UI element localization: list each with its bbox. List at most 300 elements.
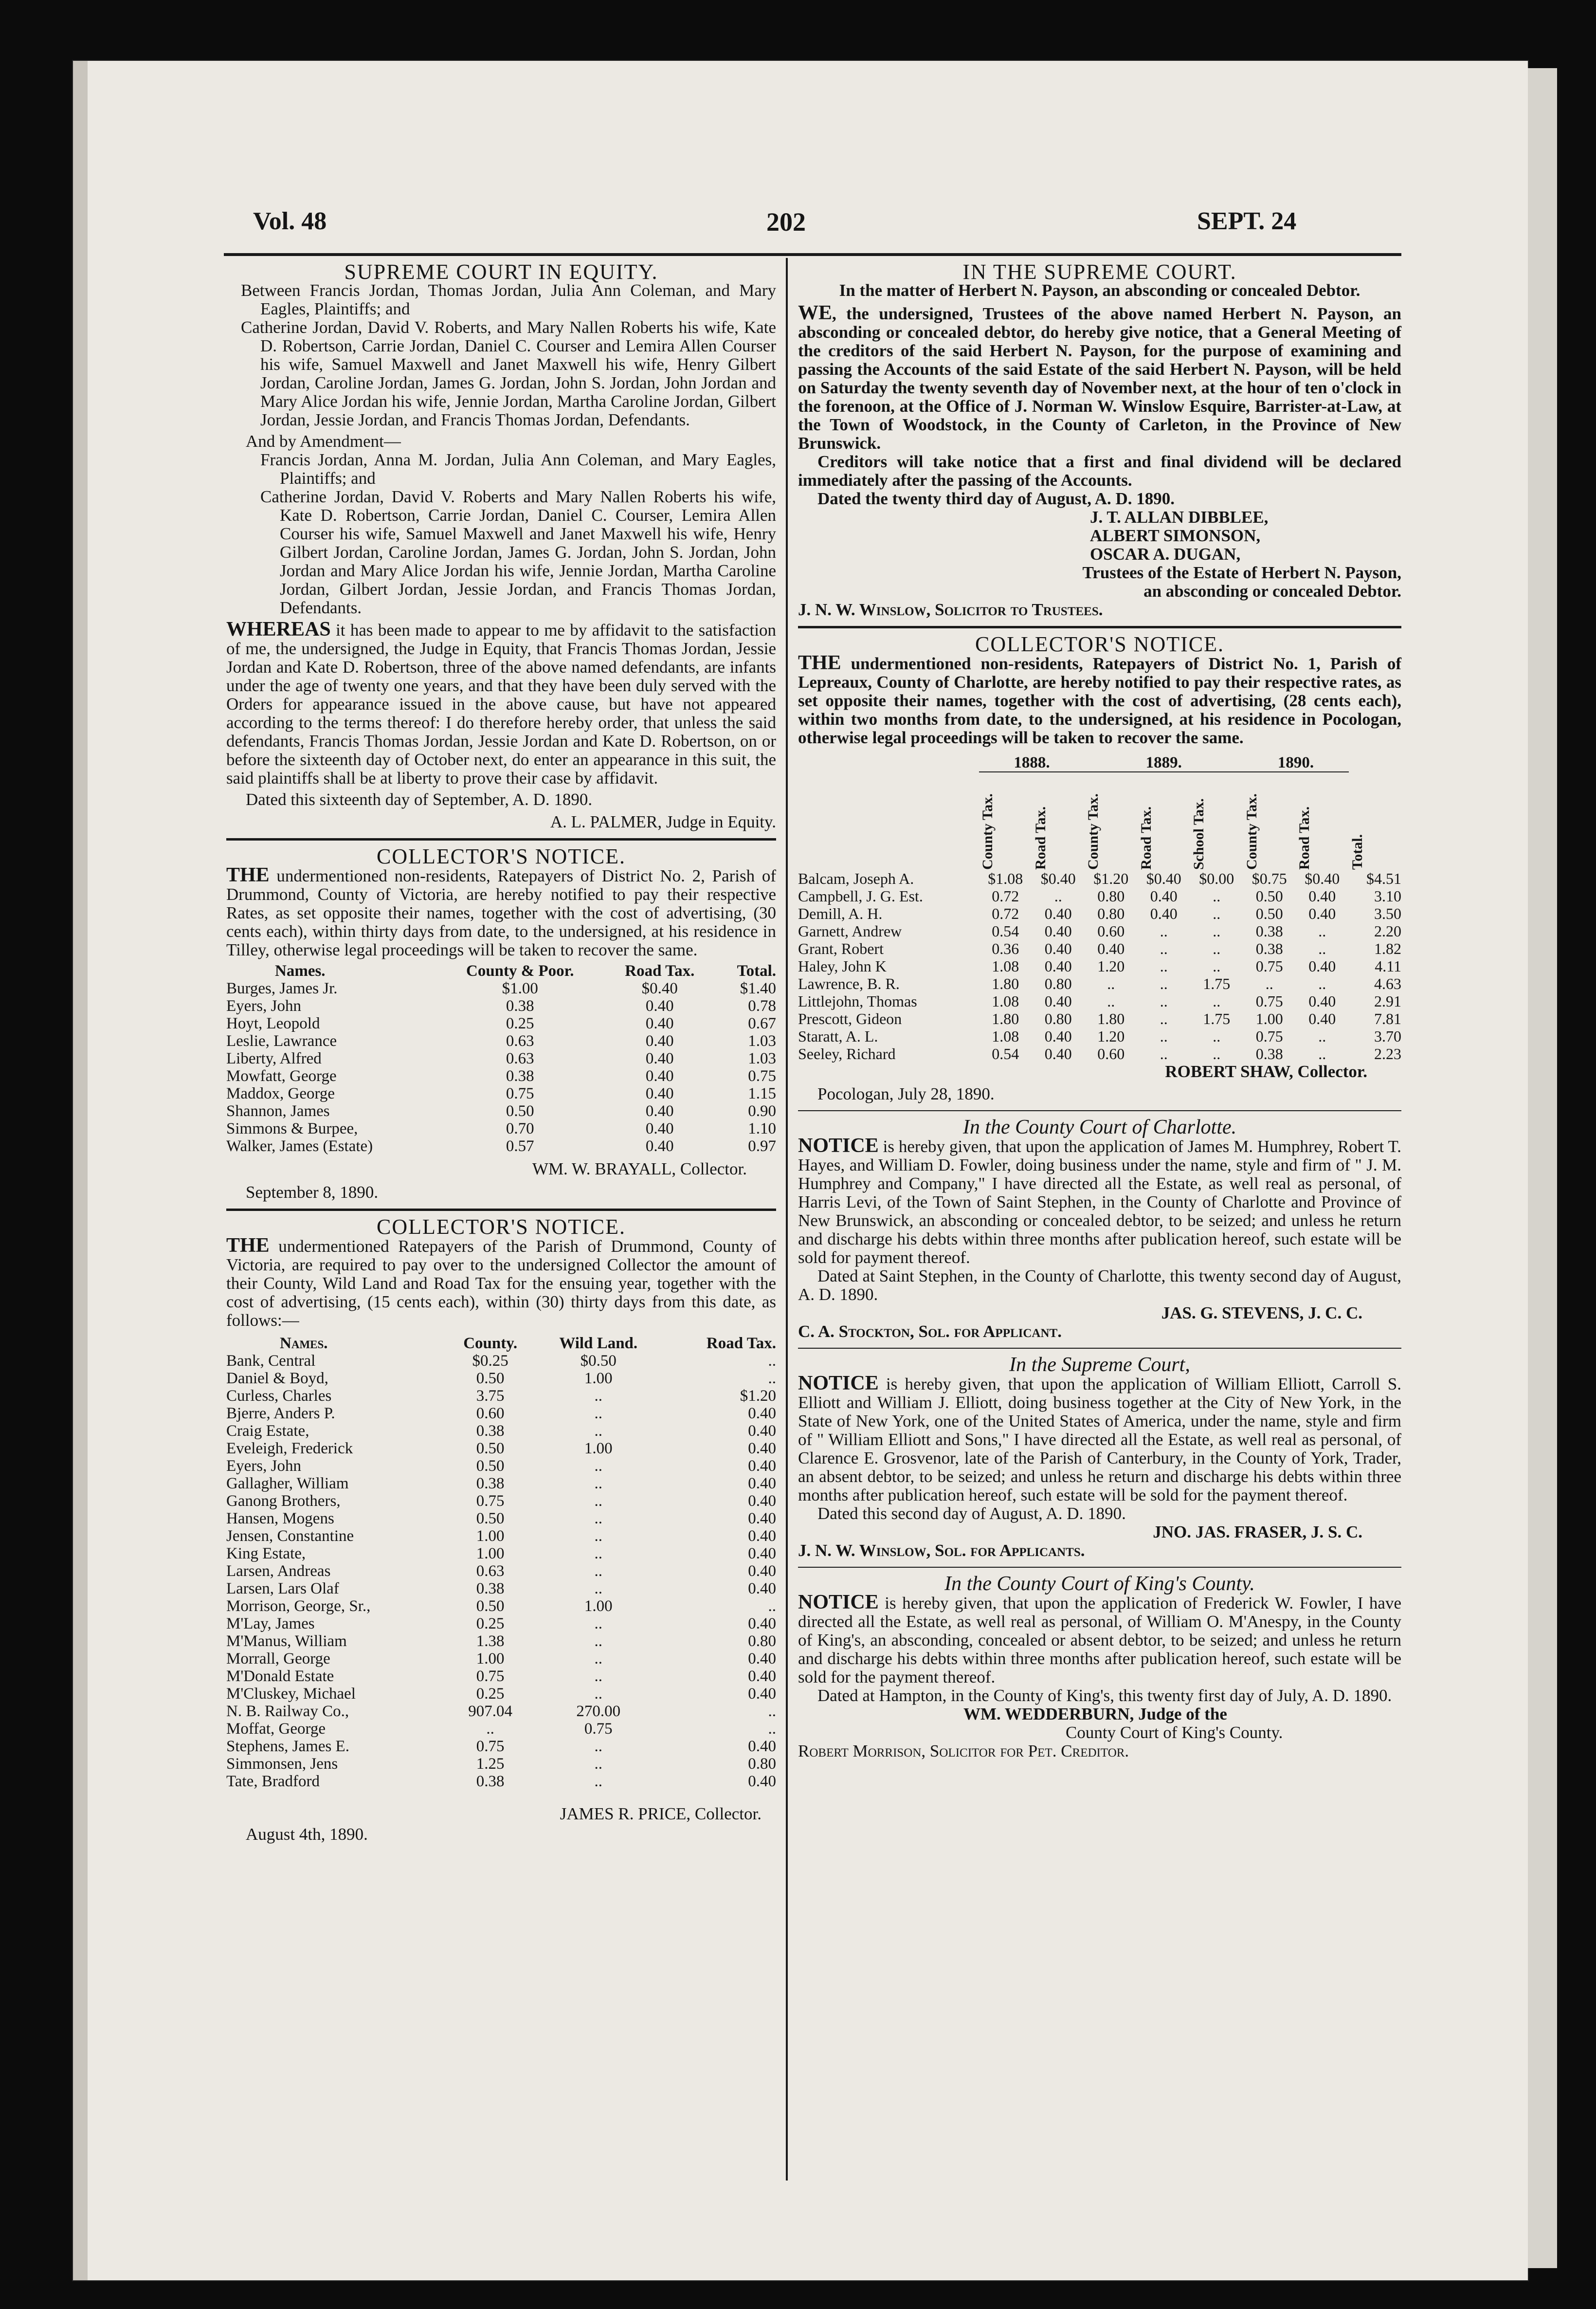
table-row (226, 1370, 776, 1387)
table-cell: Staratt, A. L. (798, 1027, 878, 1045)
lepreaux-text (798, 654, 1401, 747)
separator (798, 1110, 1401, 1111)
table-row (226, 1773, 776, 1790)
table-cell: 0.90 (748, 1102, 776, 1120)
year-header: 1889. (1085, 754, 1243, 772)
table-cell: 0.80 (1097, 887, 1125, 905)
table-cell: 0.40 (748, 1650, 776, 1668)
table-cell: 1.15 (748, 1085, 776, 1102)
table-cell: 0.67 (748, 1015, 776, 1032)
lepreaux-notice (798, 632, 1401, 1103)
table-cell: .. (1318, 922, 1326, 940)
table-cell: $0.50 (580, 1352, 617, 1370)
elliott-notice (798, 1356, 1401, 1560)
table-cell: Balcam, Joseph A. (798, 870, 914, 887)
kings-text (798, 1593, 1401, 1686)
table-cell: .. (1054, 887, 1062, 905)
elliott-body: is hereby given, that upon the application of William Elliott, Carroll S. Elliott and William J. Elliott, doing business together at the City of New York, in the State of New York, one of the United States of America, under the name, style and firm of " William Elliott and Sons," I have directed all the Estate, as well real as personal, of Clarence E. Grosvenor, late of the Parish of Canterbury, in the County of York, Trader, an absent debtor, to be seized; and unless he return and discharge his debts within three months after publication hereof, such estate will be sold for the payment thereof. (798, 1374, 1401, 1504)
table-cell: .. (594, 1650, 602, 1668)
table-cell: 0.50 (476, 1597, 505, 1615)
table-cell: 0.63 (506, 1032, 534, 1050)
equity-title: SUPREME COURT IN EQUITY. (344, 260, 658, 284)
lepreaux-lead: THE (798, 652, 841, 674)
table-cell: .. (1107, 992, 1115, 1010)
payson-trustee-1: J. T. ALLAN DIBBLEE, (1090, 508, 1269, 527)
table-cell: .. (1160, 1027, 1168, 1045)
table-cell: $1.20 (740, 1387, 776, 1405)
table-row (226, 997, 776, 1015)
table-cell: .. (594, 1510, 602, 1527)
table-cell: 0.38 (476, 1580, 505, 1597)
table-cell: 4.63 (1374, 975, 1401, 992)
lepreaux-table (798, 754, 1401, 1063)
table-cell: M'Donald Estate (226, 1668, 334, 1685)
table-cell: 0.40 (748, 1668, 776, 1685)
table-cell: 0.72 (992, 887, 1019, 905)
table-cell: 0.40 (748, 1492, 776, 1510)
table-cell: 0.40 (748, 1580, 776, 1597)
table-cell: 0.63 (506, 1050, 534, 1067)
table-cell: 0.38 (1255, 922, 1283, 940)
table-cell: 0.40 (1150, 887, 1178, 905)
table-cell: 0.54 (992, 1045, 1019, 1063)
elliott-signed: JNO. JAS. FRASER, J. S. C. (1153, 1522, 1362, 1541)
drummond1-lead: THE (226, 864, 270, 886)
charlotte-body: is hereby given, that upon the application of James M. Humphrey, Robert T. Hayes, and William D. Fowler, doing business under the name, style and firm of " J. M. Humphrey and Company," I have directed all the Estate, as well real as personal, of Harris Levi, of the Town of Saint Stephen, in the County of Charlotte and Province of New Brunswick, an absconding or concealed debtor, to be seized; and unless he return and discharge his debts within three months after publication hereof, such estate will be sold for payment thereof. (798, 1137, 1401, 1267)
table-cell: .. (594, 1475, 602, 1492)
table-cell: 0.80 (1044, 975, 1072, 992)
equity-amend-plaintiffs: Francis Jordan, Anna M. Jordan, Julia Ann Coleman, and Mary Eagles, Plaintiffs; and (260, 450, 776, 488)
table-cell: .. (1160, 1045, 1168, 1063)
year-header: 1888. (979, 754, 1085, 772)
table-cell: .. (594, 1632, 602, 1650)
table-cell: 1.08 (992, 957, 1019, 975)
table-cell: .. (1160, 1010, 1168, 1027)
table-cell: M'Cluskey, Michael (226, 1685, 356, 1703)
table-row (798, 975, 1401, 992)
table-cell: 0.40 (748, 1773, 776, 1790)
table-cell: Gallagher, William (226, 1475, 349, 1492)
header-rule (224, 253, 1401, 256)
table-cell: 1.80 (992, 975, 1019, 992)
table-cell: 0.50 (476, 1370, 505, 1387)
table-cell: .. (594, 1580, 602, 1597)
payson-creditors: Creditors will take notice that a first and final dividend will be declared immediately after the passing of the Accounts. (798, 452, 1401, 490)
table-cell: Jensen, Constantine (226, 1527, 354, 1545)
table-cell: Morrison, George, Sr., (226, 1597, 371, 1615)
equity-dated: Dated this sixteenth day of September, A. D. 1890. (246, 790, 593, 809)
drummond-notice-1 (226, 844, 776, 1202)
table-cell: Liberty, Alfred (226, 1050, 322, 1067)
table-cell: 0.75 (506, 1085, 534, 1102)
table-cell: 0.36 (992, 940, 1019, 957)
table-cell: 1.20 (1097, 1027, 1125, 1045)
table-cell: 0.38 (1255, 940, 1283, 957)
table-cell: 0.40 (645, 1085, 674, 1102)
table-row (226, 1703, 776, 1720)
column-header: County Tax. (1243, 793, 1260, 870)
table-cell: .. (1160, 975, 1168, 992)
table-cell: 3.75 (476, 1387, 505, 1405)
table-row (226, 1668, 776, 1685)
table-row (226, 1580, 776, 1597)
table-cell: Morrall, George (226, 1650, 330, 1668)
drummond1-text (226, 866, 776, 959)
table-cell: 1.25 (476, 1755, 505, 1773)
table-cell: .. (1160, 992, 1168, 1010)
table-cell: Bank, Central (226, 1352, 316, 1370)
table-cell: Hoyt, Leopold (226, 1015, 320, 1032)
table-cell: .. (594, 1562, 602, 1580)
table-cell: 0.40 (748, 1475, 776, 1492)
payson-trustees-of: Trustees of the Estate of Herbert N. Payson, (1082, 563, 1401, 582)
charlotte-title: In the County Court of Charlotte. (962, 1116, 1237, 1138)
table-row (226, 1562, 776, 1580)
table-cell: Haley, John K (798, 957, 887, 975)
table-cell: 0.75 (1255, 992, 1283, 1010)
separator (798, 1348, 1401, 1349)
table-row (226, 1597, 776, 1615)
table-cell: 1.10 (748, 1120, 776, 1137)
equity-between: Between Francis Jordan, Thomas Jordan, Julia Ann Coleman, and Mary Eagles, Plaintiffs; and (241, 281, 776, 318)
table-cell: Garnett, Andrew (798, 922, 902, 940)
table-cell: $0.40 (1040, 870, 1076, 887)
drummond-notice-2 (226, 1215, 776, 1844)
table-cell: .. (486, 1720, 494, 1738)
table-cell: .. (1318, 1045, 1326, 1063)
table-cell: 1.00 (584, 1370, 613, 1387)
table-cell: .. (1213, 992, 1221, 1010)
table-cell: Ganong Brothers, (226, 1492, 341, 1510)
table-cell: 0.75 (1255, 957, 1283, 975)
table-cell: .. (594, 1755, 602, 1773)
table-row (798, 922, 1401, 940)
table-cell: 0.63 (476, 1562, 505, 1580)
table-cell: 1.00 (476, 1650, 505, 1668)
drummond1-dated: September 8, 1890. (246, 1183, 379, 1202)
table-row (226, 1615, 776, 1632)
table-cell: 0.50 (1255, 905, 1283, 922)
table-cell: 0.40 (748, 1510, 776, 1527)
table-cell: 0.40 (748, 1685, 776, 1703)
issue-date: SEPT. 24 (1197, 207, 1297, 235)
payson-title: IN THE SUPREME COURT. (962, 260, 1237, 284)
table-row (226, 1632, 776, 1650)
table-cell: 0.40 (1308, 905, 1336, 922)
table-cell: 0.72 (992, 905, 1019, 922)
table-cell: 0.40 (1308, 887, 1336, 905)
table-cell: Craig Estate, (226, 1422, 309, 1440)
table-cell: 3.10 (1374, 887, 1401, 905)
table-cell: 0.60 (1097, 1045, 1125, 1063)
table-cell: Moffat, George (226, 1720, 326, 1738)
table-cell: 0.60 (1097, 922, 1125, 940)
table-cell: 0.80 (1097, 905, 1125, 922)
table-cell: 1.80 (1097, 1010, 1125, 1027)
payson-lead: WE (798, 302, 833, 324)
table-row (226, 1352, 776, 1370)
table-row (226, 1685, 776, 1703)
equity-defendants: Catherine Jordan, David V. Roberts, and Mary Nallen Roberts his wife, Kate D. Robertson, Carrie Jordan, Daniel C. Courser and Lemira Allen Courser his wife, Samuel Maxwell and Janet Maxwell his wife, Henry Gilbert Jordan, Caroline Jordan, James G. Jordan, John S. Jordan, John Jordan and Mary Alice Jordan his wife, Jennie Jordan, Martha Caroline Jordan, Gilbert Jordan, Jessie Jordan, and Francis Thomas Jordan, Defendants. (241, 318, 776, 429)
table-cell: 0.25 (476, 1615, 505, 1632)
table-cell: .. (1318, 1027, 1326, 1045)
table-cell: 0.40 (1044, 905, 1072, 922)
table-cell: M'Lay, James (226, 1615, 315, 1632)
table-cell: 0.40 (645, 1015, 674, 1032)
table-cell: .. (1213, 1027, 1221, 1045)
table-cell: 0.40 (748, 1615, 776, 1632)
charlotte-solicitor: C. A. Stockton, Sol. for Applicant. (798, 1322, 1062, 1341)
table-cell: .. (594, 1457, 602, 1475)
table-cell: 0.40 (1044, 1045, 1072, 1063)
table-cell: .. (768, 1720, 776, 1738)
table-cell: 0.40 (1097, 940, 1125, 957)
table-row (226, 1527, 776, 1545)
table-cell: .. (1213, 887, 1221, 905)
payson-solicitor: J. N. W. Winslow, Solicitor to Trustees. (798, 600, 1103, 619)
table-cell: .. (594, 1615, 602, 1632)
column-header: Total. (1349, 834, 1365, 870)
table-cell: 0.38 (506, 997, 534, 1015)
table-cell: Burges, James Jr. (226, 980, 338, 997)
table-row (226, 1510, 776, 1527)
table-cell: $0.40 (641, 980, 678, 997)
table-cell: 1.38 (476, 1632, 505, 1650)
lepreaux-dated: Pocologan, July 28, 1890. (817, 1084, 995, 1103)
table-cell: 0.40 (748, 1738, 776, 1755)
separator (226, 838, 776, 841)
table-cell: .. (594, 1738, 602, 1755)
payson-matter: In the matter of Herbert N. Payson, an absconding or concealed Debtor. (839, 281, 1360, 300)
table-cell: $0.00 (1199, 870, 1234, 887)
column-header: Road Tax. (1138, 806, 1154, 870)
table-cell: 0.40 (1044, 922, 1072, 940)
table-cell: 0.40 (645, 997, 674, 1015)
drummond1-table (226, 962, 776, 1155)
table-cell: 0.75 (476, 1668, 505, 1685)
column-header: Road Tax. (1296, 806, 1312, 870)
charlotte-signed: JAS. G. STEVENS, J. C. C. (1161, 1303, 1362, 1322)
payson-body: , the undersigned, Trustees of the above named Herbert N. Payson, an absconding or concealed debtor, do hereby give notice, that a General Meeting of the creditors of the said Herbert N. Payson, for the purpose of examining and passing the Accounts of the said Estate of the said Herbert N. Payson, will be held on Saturday the twenty seventh day of November next, at the hour of ten o'clock in the forenoon, at the Office of J. Norman W. Winslow Esquire, Barrister-at-Law, at the Town of Woodstock, in the County of Carleton, in the Province of New Brunswick. (798, 304, 1401, 453)
table-row (226, 1492, 776, 1510)
table-cell: King Estate, (226, 1545, 306, 1562)
kings-signed-2: County Court of King's County. (1066, 1723, 1283, 1742)
drummond2-body: undermentioned Ratepayers of the Parish of Drummond, County of Victoria, are required to pay over to the undersigned Collector the amount of their County, Wild Land and Road Tax for the ensuing year, together with the cost of advertising, (15 cents each), within (30) thirty days from this date, as follows:— (226, 1237, 776, 1330)
drummond2-signed: JAMES R. PRICE, Collector. (560, 1804, 762, 1823)
table-row (226, 1032, 776, 1050)
volume-number: Vol. 48 (253, 207, 327, 235)
table-cell: $1.20 (1093, 870, 1129, 887)
equity-whereas-lead: WHEREAS (226, 618, 331, 641)
right-column (798, 260, 1401, 1760)
table-cell: Simmons & Burpee, (226, 1120, 358, 1137)
elliott-lead: NOTICE (798, 1372, 879, 1394)
table-cell: $1.08 (988, 870, 1023, 887)
table-cell: $0.25 (472, 1352, 508, 1370)
table-row (226, 1422, 776, 1440)
table-row (226, 1120, 776, 1137)
table-cell: 1.75 (1203, 975, 1231, 992)
table-cell: Shannon, James (226, 1102, 330, 1120)
table-cell: Demill, A. H. (798, 905, 883, 922)
table-cell: 0.25 (506, 1015, 534, 1032)
table-cell: 0.40 (748, 1457, 776, 1475)
table-cell: 0.40 (1044, 957, 1072, 975)
table-cell: Prescott, Gideon (798, 1010, 902, 1027)
table-cell: $0.75 (1251, 870, 1287, 887)
table-cell: 1.08 (992, 1027, 1019, 1045)
newspaper-page (73, 61, 1528, 2280)
table-cell: 1.82 (1374, 940, 1401, 957)
table-cell: 0.40 (1308, 992, 1336, 1010)
kings-solicitor: Robert Morrison, Solicitor for Pet. Creditor. (798, 1741, 1129, 1760)
table-cell: .. (1107, 975, 1115, 992)
table-cell: Curless, Charles (226, 1387, 332, 1405)
table-row (226, 1457, 776, 1475)
table-cell: .. (1213, 957, 1221, 975)
separator (798, 1567, 1401, 1568)
table-row (226, 1755, 776, 1773)
table-cell: 0.40 (1044, 992, 1072, 1010)
kings-notice (798, 1575, 1401, 1760)
table-cell: N. B. Railway Co., (226, 1703, 349, 1720)
table-row (226, 1405, 776, 1422)
table-cell: 0.40 (645, 1067, 674, 1085)
separator (226, 1209, 776, 1211)
drummond2-lead: THE (226, 1234, 270, 1257)
table-cell: 0.38 (1255, 1045, 1283, 1063)
table-cell: 0.60 (476, 1405, 505, 1422)
table-cell: 2.91 (1374, 992, 1401, 1010)
kings-signed-1: WM. WEDDERBURN, Judge of the (963, 1704, 1227, 1723)
table-header: Road Tax. (706, 1335, 776, 1352)
table-cell: 0.40 (645, 1050, 674, 1067)
table-cell: .. (1318, 940, 1326, 957)
table-cell: 0.70 (506, 1120, 534, 1137)
kings-dated: Dated at Hampton, in the County of King's, this twenty first day of July, A. D. 1890. (817, 1686, 1392, 1705)
page-edge (1528, 68, 1557, 2268)
equity-whereas (226, 620, 776, 788)
table-cell: Eyers, John (226, 1457, 301, 1475)
table-cell: .. (594, 1545, 602, 1562)
table-cell: 0.40 (1044, 1027, 1072, 1045)
table-cell: $1.00 (502, 980, 538, 997)
table-cell: Lawrence, B. R. (798, 975, 900, 992)
table-cell: .. (1160, 940, 1168, 957)
table-cell: 0.78 (748, 997, 776, 1015)
kings-lead: NOTICE (798, 1591, 879, 1613)
table-cell: 0.40 (1308, 1010, 1336, 1027)
elliott-text (798, 1374, 1401, 1504)
charlotte-text (798, 1136, 1401, 1267)
table-row (798, 992, 1401, 1010)
table-cell: .. (768, 1597, 776, 1615)
table-cell: Grant, Robert (798, 940, 884, 957)
table-row (798, 957, 1401, 975)
table-cell: Littlejohn, Thomas (798, 992, 917, 1010)
table-cell: 0.80 (748, 1632, 776, 1650)
table-cell: $1.40 (740, 980, 776, 997)
table-header: County & Poor. (466, 962, 574, 980)
table-cell: 0.75 (584, 1720, 613, 1738)
table-cell: 0.40 (748, 1527, 776, 1545)
table-cell: 1.00 (584, 1440, 613, 1457)
drummond2-text (226, 1236, 776, 1330)
table-row (798, 870, 1401, 887)
table-cell: 270.00 (576, 1703, 621, 1720)
table-row (226, 1720, 776, 1738)
table-cell: Daniel & Boyd, (226, 1370, 328, 1387)
table-cell: 0.75 (1255, 1027, 1283, 1045)
table-cell: 1.00 (1255, 1010, 1283, 1027)
page-number: 202 (766, 207, 806, 237)
table-cell: Mowfatt, George (226, 1067, 337, 1085)
kings-body: is hereby given, that upon the application of Frederick W. Fowler, I have directed all the Estate, as well real as personal, of William O. M'Anespy, in the County of King's, an absconding, concealed or absent debtor, to be seized; and unless he return and discharge his debts within three months after publication hereof, such estate will be sold for the payment thereof. (798, 1594, 1401, 1686)
table-cell: 0.50 (1255, 887, 1283, 905)
table-cell: Tate, Bradford (226, 1773, 320, 1790)
table-cell: 1.03 (748, 1032, 776, 1050)
table-cell: 7.81 (1374, 1010, 1401, 1027)
equity-notice (226, 260, 776, 831)
table-row (798, 905, 1401, 922)
table-cell: .. (768, 1370, 776, 1387)
table-cell: 0.38 (476, 1475, 505, 1492)
binding-shadow (73, 61, 88, 2280)
table-cell: .. (1318, 975, 1326, 992)
table-cell: 0.50 (506, 1102, 534, 1120)
table-cell: M'Manus, William (226, 1632, 347, 1650)
table-cell: Stephens, James E. (226, 1738, 349, 1755)
elliott-dated: Dated this second day of August, A. D. 1890. (817, 1504, 1126, 1523)
charlotte-notice (798, 1118, 1401, 1341)
table-cell: 1.20 (1097, 957, 1125, 975)
table-cell: 2.23 (1374, 1045, 1401, 1063)
column-header: School Tax. (1191, 798, 1207, 870)
table-row (226, 1545, 776, 1562)
lepreaux-body: undermentioned non-residents, Ratepayers of District No. 1, Parish of Lepreaux, County of Charlotte, are hereby notified to pay their respective rates, as set opposite their names, together with the cost of advertising, (28 cents each), within two months from date, to the undersigned, at his residence in Pocologan, otherwise legal proceedings will be taken to recover the same. (798, 654, 1401, 747)
payson-trustees-of-2: an absconding or concealed Debtor. (1143, 582, 1401, 601)
table-cell: 1.80 (992, 1010, 1019, 1027)
table-cell: .. (594, 1685, 602, 1703)
table-cell: 0.40 (645, 1120, 674, 1137)
table-cell: .. (1160, 957, 1168, 975)
table-cell: Maddox, George (226, 1085, 335, 1102)
lepreaux-signed: ROBERT SHAW, Collector. (1165, 1062, 1367, 1081)
table-row (226, 1067, 776, 1085)
table-row (798, 940, 1401, 957)
kings-title: In the County Court of King's County. (944, 1573, 1255, 1595)
table-cell: .. (594, 1422, 602, 1440)
table-cell: 0.25 (476, 1685, 505, 1703)
equity-amend-defendants: Catherine Jordan, David V. Roberts and Mary Nallen Roberts his wife, Kate D. Robertson, Carrie Jordan, Daniel C. Courser, Lemira Allen Courser his wife, Samuel Maxwell and Janet Maxwell his wife, Henry Gilbert Jordan, Caroline Jordan, James G. Jordan, John S. Jordan, John Jordan and Mary Alice Jordan his wife, Jennie Jordan, Martha Caroline Jordan, Gilbert Jordan, Jessie Jordan, and Francis Thomas Jordan, Defendants. (260, 487, 776, 617)
table-row (226, 1102, 776, 1120)
table-row (226, 1387, 776, 1405)
table-cell: 2.20 (1374, 922, 1401, 940)
column-header: County Tax. (1085, 793, 1101, 870)
table-row (226, 1050, 776, 1067)
left-column (226, 260, 776, 1844)
separator (798, 626, 1401, 628)
table-cell: 0.38 (506, 1067, 534, 1085)
table-header: Wild Land. (559, 1335, 638, 1352)
table-cell: 0.40 (748, 1562, 776, 1580)
table-cell: Eyers, John (226, 997, 301, 1015)
drummond2-title: COLLECTOR'S NOTICE. (376, 1215, 626, 1239)
table-cell: Bjerre, Anders P. (226, 1405, 335, 1422)
table-cell: .. (594, 1492, 602, 1510)
table-cell: 0.40 (1150, 905, 1178, 922)
table-cell: 0.38 (476, 1422, 505, 1440)
